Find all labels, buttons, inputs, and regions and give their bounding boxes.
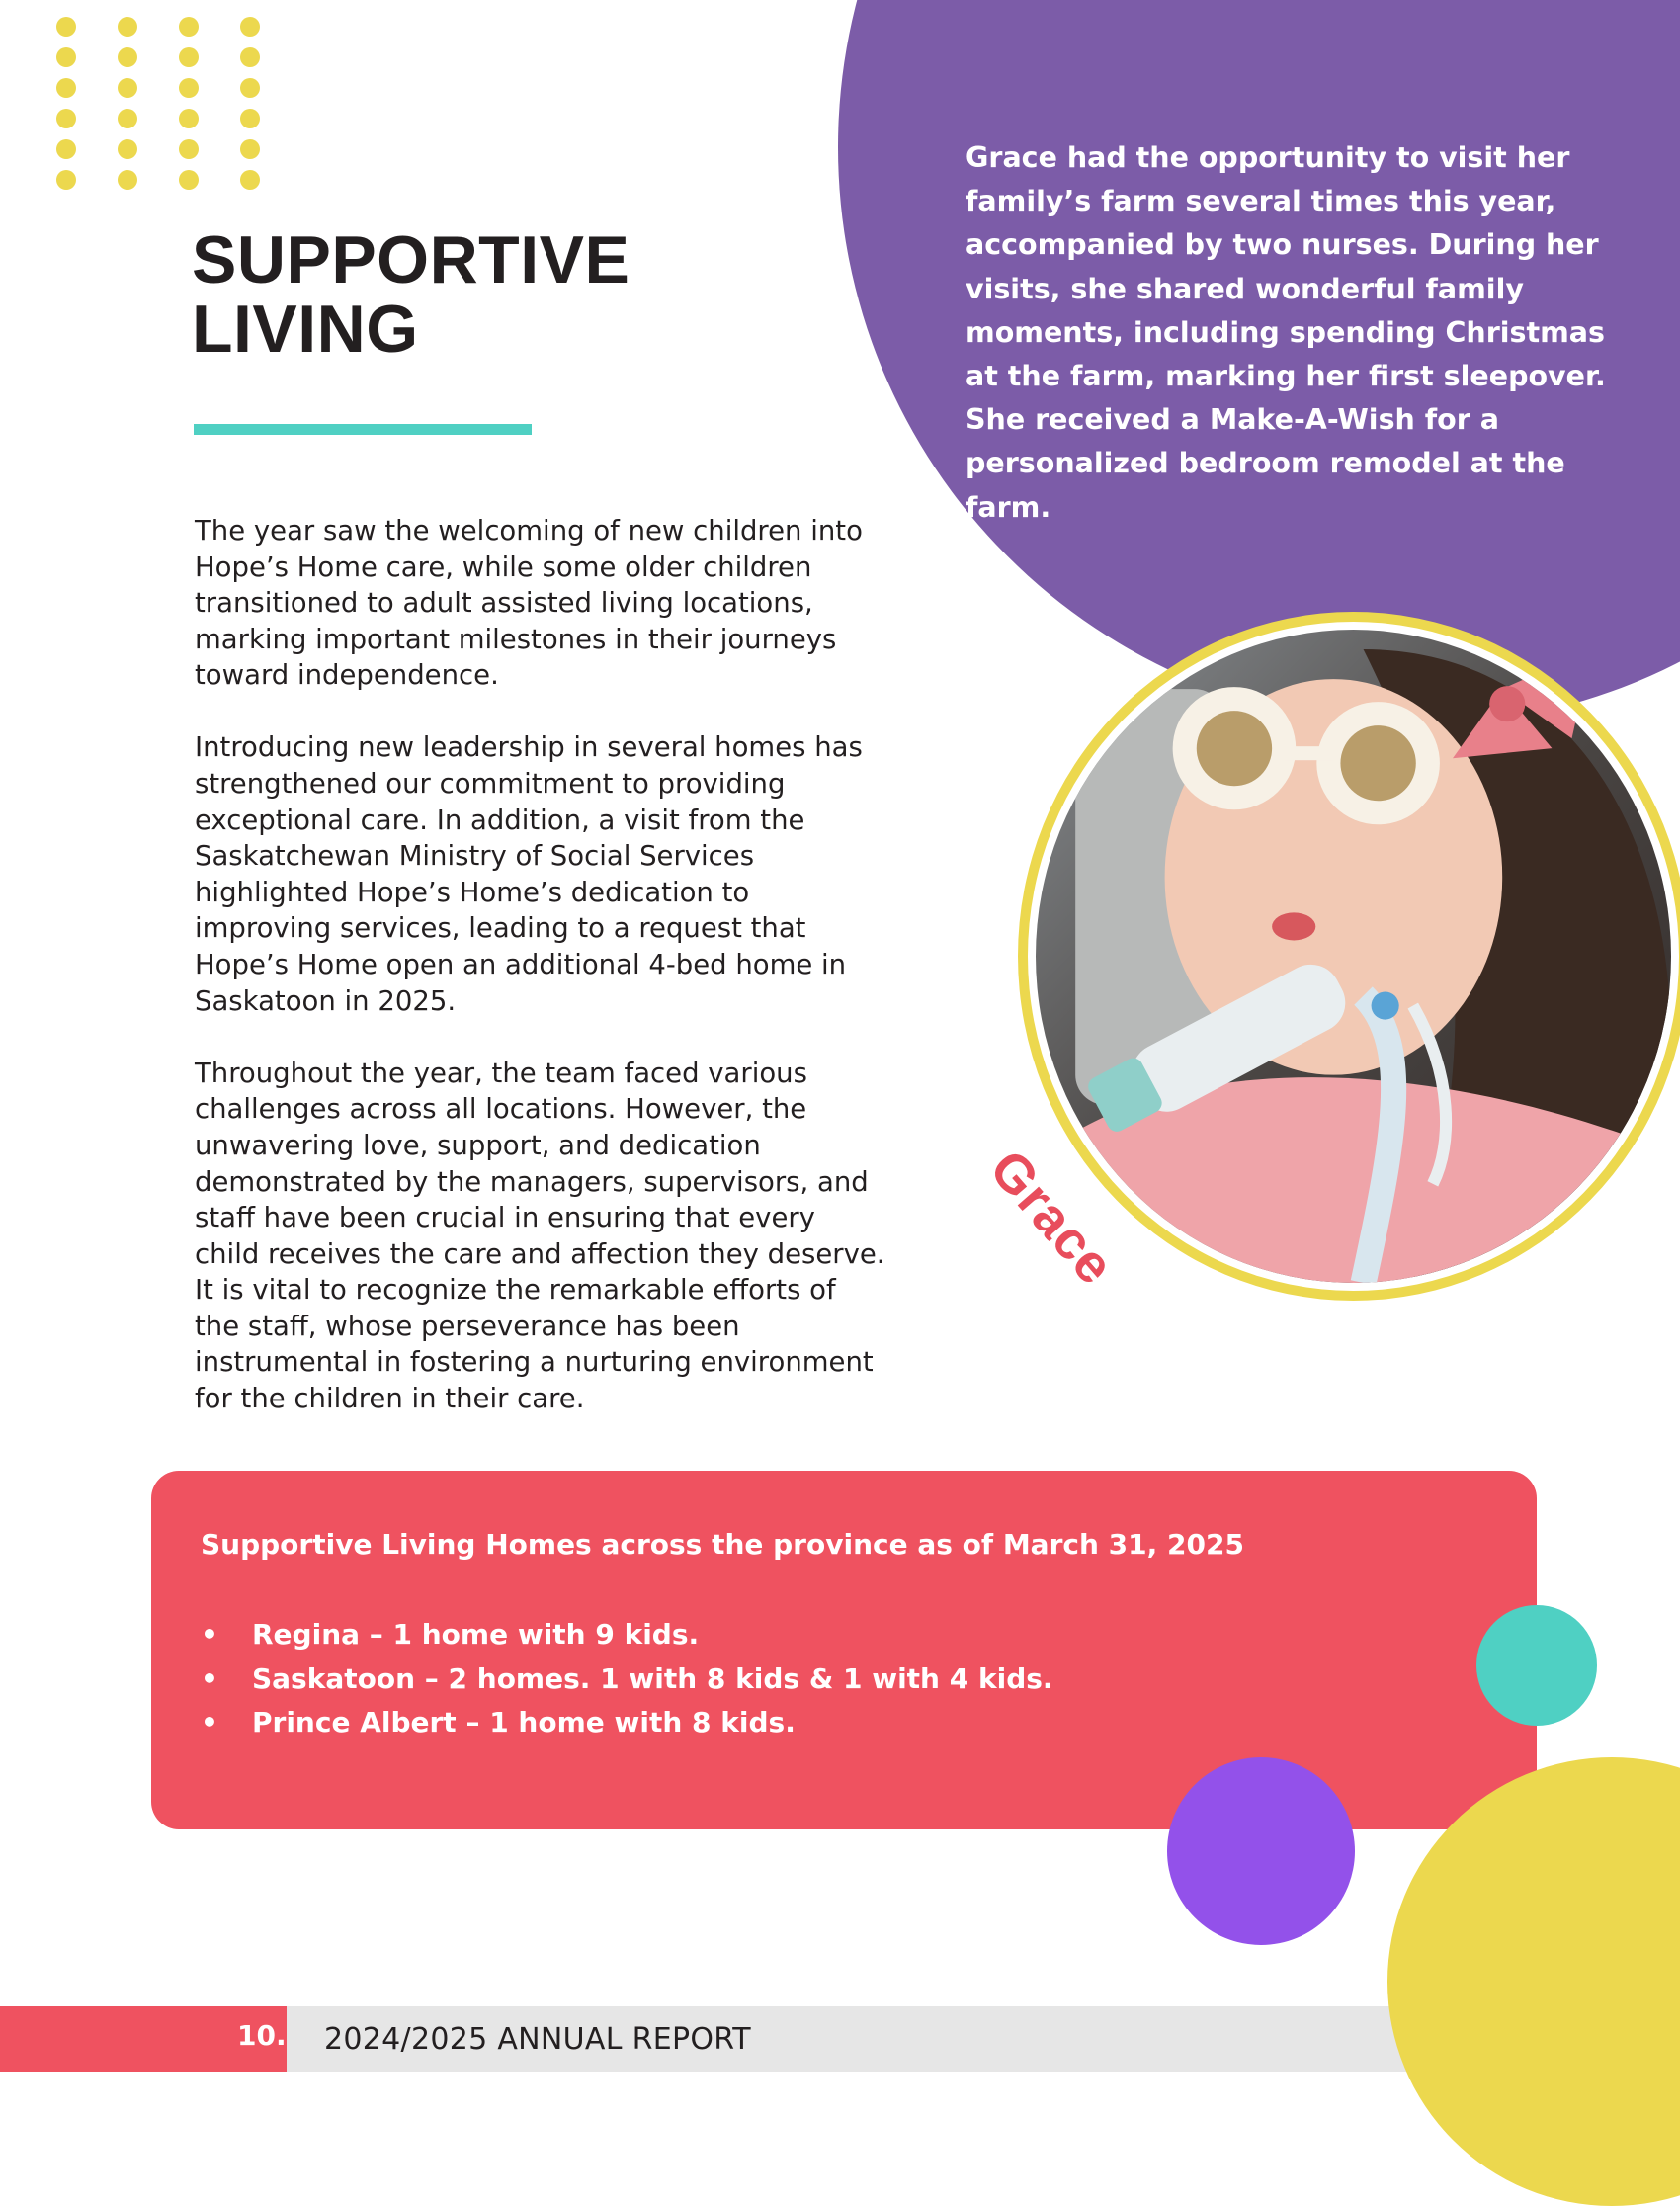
paragraph-3: Throughout the year, the team faced various challenges across all locations. However, the unwavering love, support, and dedication demonstrated by the managers, supervisors, and staff have been crucial in ensuring that every child receives the care and affection they deserve. It is vital to recognize the remarkable efforts of the staff, whose perseverance has been instrumental in fostering a nurturing environment for the children in their care. — [195, 1057, 885, 1415]
homes-summary-box — [151, 1471, 1537, 1829]
homes-summary-title: Supportive Living Homes across the province as of March 31, 2025 — [201, 1528, 1244, 1561]
list-item: • Regina – 1 home with 9 kids. — [201, 1613, 1053, 1657]
paragraph-2: Introducing new leadership in several homes has strengthened our commitment to providing exceptional care. In addition, a visit from the Saskatchewan Ministry of Social Services highlighted Hope’s Home’s dedication to improving services, leading to a request that Hope’s Home open an additional 4-bed home in Saskatoon in 2025. — [195, 731, 863, 1017]
decorative-dot — [240, 78, 260, 98]
decorative-violet-circle — [1167, 1757, 1355, 1945]
decorative-dot — [118, 47, 137, 67]
decorative-dot — [56, 47, 76, 67]
grace-photo — [1036, 630, 1671, 1283]
decorative-dot — [179, 47, 199, 67]
page-title-line-1: SUPPORTIVE — [192, 222, 630, 297]
decorative-dot — [118, 170, 137, 190]
decorative-dot — [240, 170, 260, 190]
title-underline — [194, 424, 532, 435]
photo-illustration — [1036, 630, 1671, 1283]
decorative-dot — [56, 78, 76, 98]
decorative-dot — [56, 170, 76, 190]
decorative-dot-grid — [56, 17, 274, 187]
grace-photo-frame — [1018, 612, 1680, 1301]
decorative-dot — [118, 78, 137, 98]
list-item: • Saskatoon – 2 homes. 1 with 8 kids & 1 with 4 kids. — [201, 1657, 1053, 1702]
decorative-dot — [240, 47, 260, 67]
page-title — [192, 222, 630, 367]
decorative-dot — [118, 17, 137, 37]
decorative-dot — [240, 109, 260, 128]
decorative-dot — [56, 139, 76, 159]
grace-name-label: Grace — [977, 1139, 1126, 1297]
body-text — [195, 513, 886, 1453]
paragraph-1: The year saw the welcoming of new children into Hope’s Home care, while some older children transitioned to adult assisted living locations, marking important milestones in their journeys toward independence. — [195, 515, 863, 692]
decorative-dot — [240, 17, 260, 37]
decorative-dot — [179, 17, 199, 37]
homes-list — [201, 1613, 1053, 1745]
page-title-line-2: LIVING — [192, 292, 419, 367]
decorative-dot — [56, 109, 76, 128]
decorative-dot — [56, 17, 76, 37]
feature-quote: Grace had the opportunity to visit her family’s farm several times this year, accompanied by two nurses. During her visits, she shared wonderful family moments, including spending Christmas at the farm, marking her first sleepover. She received a Make-A-Wish for a personalized bedroom remodel at the farm. — [966, 141, 1606, 524]
decorative-dot — [118, 139, 137, 159]
lips — [1272, 912, 1315, 940]
decorative-dot — [179, 170, 199, 190]
decorative-dot — [240, 139, 260, 159]
decorative-dot — [118, 109, 137, 128]
list-item: • Prince Albert – 1 home with 8 kids. — [201, 1701, 1053, 1745]
decorative-dot — [179, 78, 199, 98]
page-number: 10. — [237, 2019, 287, 2052]
footer-report-title: 2024/2025 ANNUAL REPORT — [324, 2022, 751, 2057]
decorative-dot — [179, 109, 199, 128]
decorative-dot — [179, 139, 199, 159]
decorative-teal-circle — [1476, 1605, 1597, 1726]
